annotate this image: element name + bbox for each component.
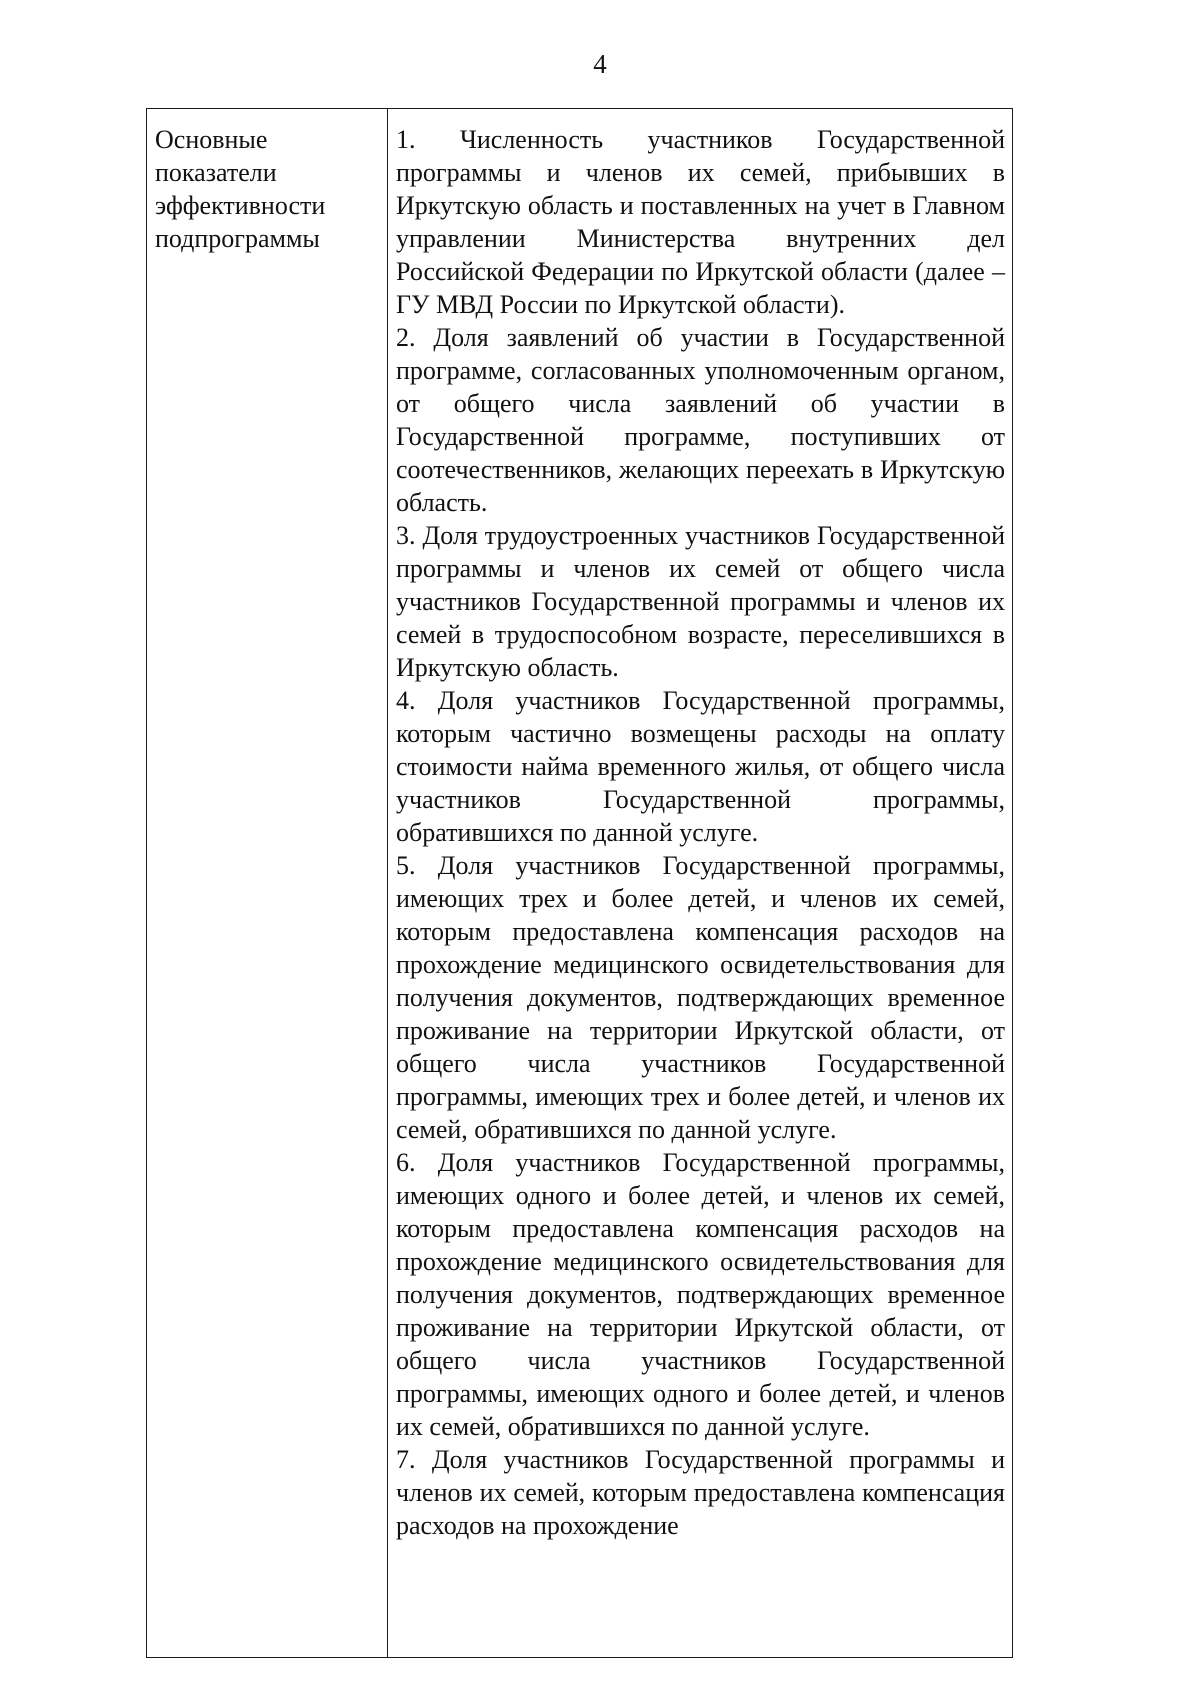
indicator-item: 6. Доля участников Государственной программы, имеющих одного и более детей, и членов их семей, которым предоставлена компенсация расходов на прохождение медицинского освидетельствования для получения документов, подтверждающих временное проживание на территории Иркутской области, от общего числа участников Государственной программы, имеющих одного и более детей, и членов их семей, обратившихся по данной услуге.	[396, 1148, 1005, 1441]
indicator-item: 1. Численность участников Государственной программы и членов их семей, прибывших в Иркутскую область и поставленных на учет в Главном управлении Министерства внутренних дел Российской Федерации по Иркутской области (далее – ГУ МВД России по Иркутской области).	[396, 125, 1005, 319]
indicator-list	[388, 109, 1012, 1542]
indicators-table	[146, 108, 1013, 1658]
indicator-item: 4. Доля участников Государственной программы, которым частично возмещены расходы на оплату стоимости найма временного жилья, от общего числа участников Государственной программы, обратившихся по данной услуге.	[396, 686, 1005, 847]
indicator-item: 3. Доля трудоустроенных участников Государственной программы и членов их семей от общего числа участников Государственной программы и членов их семей в трудоспособном возрасте, переселившихся в Иркутскую область.	[396, 521, 1005, 682]
content-cell	[388, 109, 1013, 1658]
row-label: Основные показатели эффективности подпрограммы	[155, 125, 326, 253]
indicator-item: 5. Доля участников Государственной программы, имеющих трех и более детей, и членов их семей, которым предоставлена компенсация расходов на прохождение медицинского освидетельствования для получения документов, подтверждающих временное проживание на территории Иркутской области, от общего числа участников Государственной программы, имеющих трех и более детей, и членов их семей, обратившихся по данной услуге.	[396, 851, 1005, 1144]
label-cell	[147, 109, 388, 1658]
indicator-item: 7. Доля участников Государственной программы и членов их семей, которым предоставлена компенсация расходов на прохождение	[396, 1445, 1005, 1540]
indicator-item: 2. Доля заявлений об участии в Государственной программе, согласованных уполномоченным органом, от общего числа заявлений об участии в Государственной программе, поступивших от соотечественников, желающих переехать в Иркутскую область.	[396, 323, 1005, 517]
page-number: 4	[593, 49, 607, 79]
table-row	[147, 109, 1013, 1658]
